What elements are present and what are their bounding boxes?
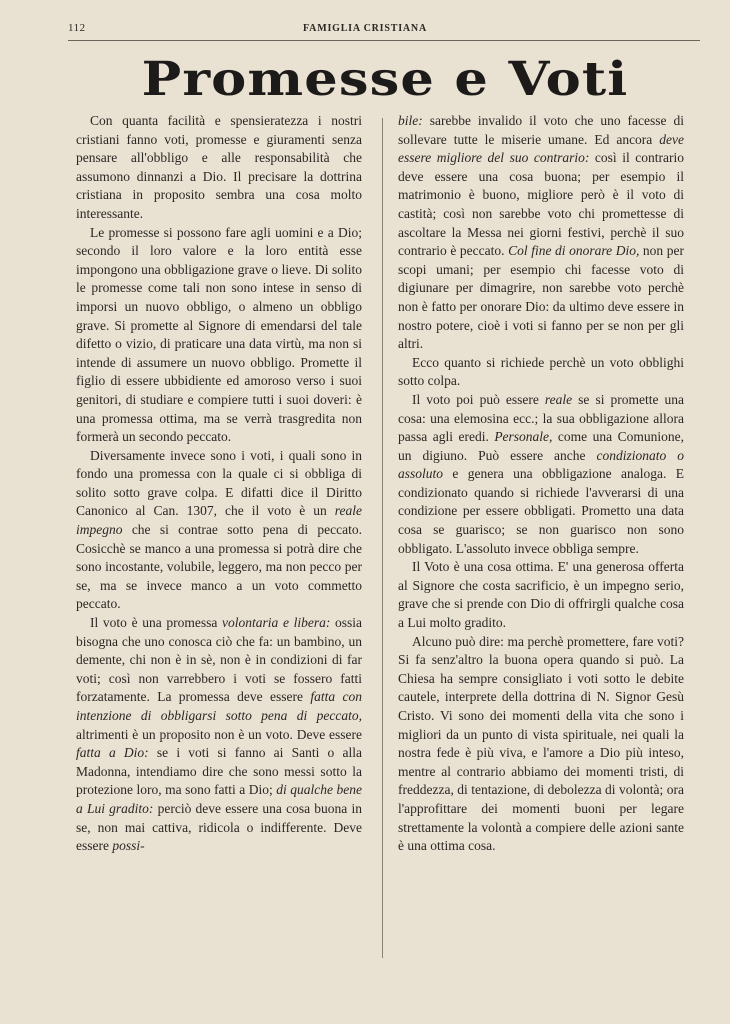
paragraph: Ecco quanto si richiede perchè un voto obblighi sotto colpa. bbox=[398, 354, 684, 389]
paragraph: Le promesse si possono fare agli uomini e a Dio; secondo il loro valore e la loro entità esse impongono una obbligazione grave o lieve. Di solito le promesse come tali non sono intese in senso di imporsi un nuovo obbligo, o almeno un obbligo grave. Si promette al Signore di emendarsi del tale difetto o vizio, di praticare una data virtù, ma non si intende di assumere un nuovo obbligo. Promette il figlio di essere ubbidiente ed amoroso verso i suoi genitori, di studiare e compiere tutti i suoi doveri: è una promessa ottima, ma se verrà trasgredita non formerà un secondo peccato. bbox=[76, 224, 362, 445]
paragraph: Alcuno può dire: ma perchè promettere, fare voti? Si fa senz'altro la buona opera quando si può. La Chiesa ha sempre consigliato i voti sotto le debite cautele, interprete della dottrina di N. Signor Gesù Cristo. Vi sono dei momenti della vita che sono i migliori da un punto di vista spirituale, nei quali la nostra fede è più viva, e l'amore a Dio più inteso, mentre al contrario abbiamo dei momenti tristi, di freddezza, di tentazione, di debolezza di volontà; ora l'approfittare dei momenti buoni per legare strettamente la volontà a compiere delle azioni sante è una ottima cosa. bbox=[398, 633, 684, 854]
paragraph: Il voto è una promessa volontaria e libera: ossia bisogna che uno conosca ciò che fa: un bambino, un demente, chi non è in sè, non è in condizioni di far voti; così non varrebbero i voti se fossero fatti forzatamente. La promessa deve essere fatta con intenzione di obbligarsi sotto pena di peccato, altrimenti è un proposito non è un voto. Deve essere fatta a Dio: se i voti si fanno ai Santi o alla Madonna, intendiamo dire che sono messi sotto la protezione loro, ma sono fatti a Dio; di qualche bene a Lui gradito: perciò deve essere una cosa buona in se, non mai cattiva, ridicola o indifferente. Deve essere possi- bbox=[76, 615, 363, 854]
header-rule bbox=[68, 40, 700, 41]
right-column bbox=[398, 112, 684, 972]
page-number: 112 bbox=[68, 22, 86, 34]
paragraph: Il Voto è una cosa ottima. E' una generosa offerta al Signore che costa sacrificio, è un impegno serio, grave che si prende con Dio di offrirgli qualche cosa a Lui molto gradito. bbox=[398, 559, 684, 631]
article-title: Promesse e Voti bbox=[141, 52, 629, 107]
running-title: FAMIGLIA CRISTIANA bbox=[303, 23, 427, 34]
paragraph: Con quanta facilità e spensieratezza i nostri cristiani fanno voti, promesse e giuramenti senza pensare all'obbligo e alle responsabilità che assumono dinnanzi a Dio. Il precisare la dottrina cristiana in proposito sembra una cosa molto interessante. bbox=[76, 113, 362, 221]
column-divider bbox=[382, 118, 383, 958]
paragraph: Il voto poi può essere reale se si promette una cosa: una elemosina ecc.; la sua obbligazione allora passa agli eredi. Personale, come una Comunione, un digiuno. Può essere anche condizionato o assoluto e genera una obbligazione analoga. E condizionato quando si richiede l'avverarsi di una condizione per essere obbligati. Prometto una data cosa se guarisco; se non guarisco non sono obbligato. L'assoluto invece obbliga sempre. bbox=[398, 391, 684, 556]
left-column bbox=[76, 112, 362, 972]
paragraph: bile: sarebbe invalido il voto che uno facesse di sollevare tutte le miserie umane. Ed ancora deve essere migliore del suo contrario: così il contrario deve essere una cosa buona; per esempio il matrimonio è buono, migliore però è il voto di castità; così non sarebbe voto chi promettesse di ascoltare la Messa nei giorni festivi, perchè il suo contrario è peccato. Col fine di onorare Dio, non per scopi umani; per esempio chi facesse voto di digiunare per dimagrire, non sarebbe voto perchè non è fatto per onorare Dio: da ultimo deve essere in nostro potere, cioè i voti si fanno per se non per gli altri. bbox=[398, 113, 684, 352]
paragraph: Diversamente invece sono i voti, i quali sono in fondo una promessa con la quale ci si obbliga di solito sotto grave colpa. E difatti dice il Diritto Canonico al Can. 1307, che il voto è un reale impegno che si contrae sotto pena di peccato. Cosicchè se manco a una promessa si potrà dire che sono incostante, volubile, leggero, ma non pecco per se, ma se invece manco a un voto commetto peccato. bbox=[76, 447, 362, 612]
